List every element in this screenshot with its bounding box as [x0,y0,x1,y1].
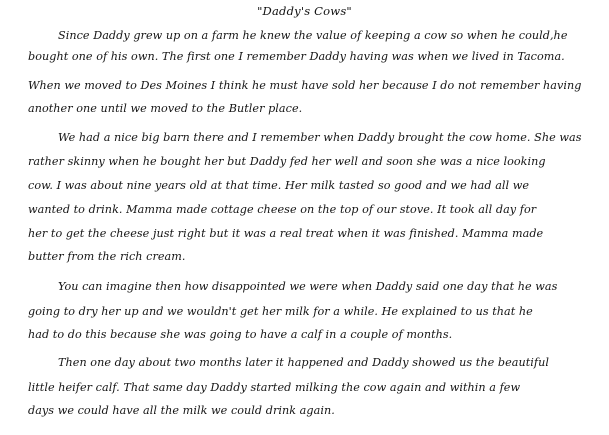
text-line: days we could have all the milk we could drink again. [28,404,335,417]
text-line: When we moved to Des Moines I think he must have sold her because I do not remember having [28,79,582,92]
text-line: cow. I was about nine years old at that time. Her milk tasted so good and we had all we [28,179,530,192]
text-line: rather skinny when he bought her but Daddy fed her well and soon she was a nice looking [28,155,546,168]
text-line: had to do this because she was going to have a calf in a couple of months. [28,328,453,341]
page-title: "Daddy's Cows" [257,4,352,18]
text-line: her to get the cheese just right but it was a real treat when it was finished. Mamma made [28,227,544,240]
text-line: You can imagine then how disappointed we were when Daddy said one day that he was [58,280,558,293]
text-line: We had a nice big barn there and I remember when Daddy brought the cow home. She was [58,131,582,144]
text-line: Since Daddy grew up on a farm he knew the value of keeping a cow so when he could,he [58,29,568,42]
text-line: little heifer calf. That same day Daddy started milking the cow again and within a few [28,381,521,394]
text-line: another one until we moved to the Butler place. [28,102,303,115]
text-line: butter from the rich cream. [28,250,186,263]
text-line: bought one of his own. The first one I remember Daddy having was when we lived in Tacoma. [28,50,565,63]
text-line: Then one day about two months later it happened and Daddy showed us the beautiful [58,356,549,369]
text-line: wanted to drink. Mamma made cottage cheese on the top of our stove. It took all day for [28,203,537,216]
text-line: going to dry her up and we wouldn't get her milk for a while. He explained to us that he [28,305,533,318]
